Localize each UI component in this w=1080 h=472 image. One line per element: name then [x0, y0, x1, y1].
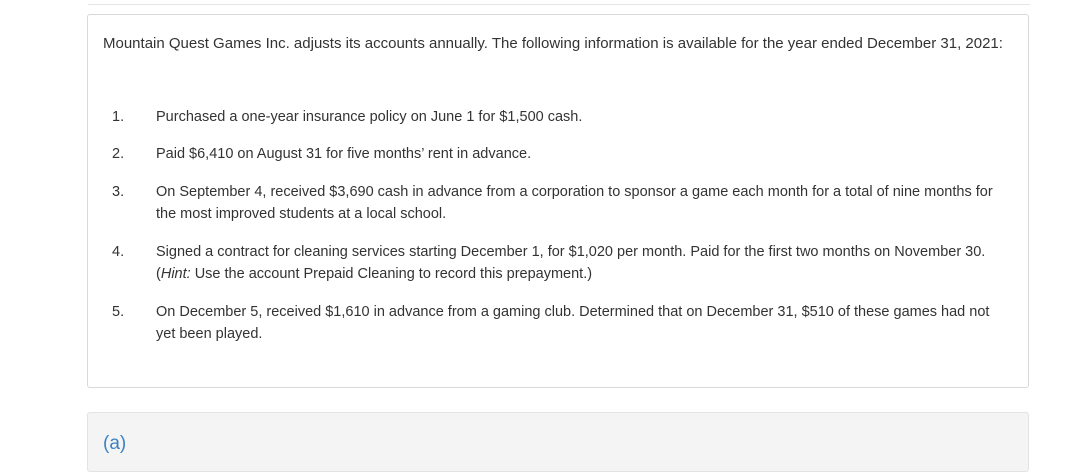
part-label: (a): [103, 433, 127, 454]
item-number: 2.: [112, 146, 125, 162]
item-text: On December 5, received $1,610 in advance from a gaming club. Determined that on December 31, $510 of these games had not yet been played.: [156, 304, 990, 342]
hint-label: Hint:: [160, 266, 191, 282]
item-text: On September 4, received $3,690 cash in advance from a corporation to sponsor a game each month for a total of nine months for the most improved students at a local school.: [156, 184, 993, 222]
item-text: Paid $6,410 on August 31 for five months’ rent in advance.: [156, 146, 532, 162]
item-number: 4.: [112, 244, 125, 260]
problem-intro: Mountain Quest Games Inc. adjusts its accounts annually. The following information is available for the year ended December 31, 2021:: [103, 35, 1003, 52]
item-number: 3.: [112, 184, 125, 200]
problem-statement-card: [87, 14, 1029, 388]
part-a-section: [87, 412, 1029, 472]
item-text-part: Use the account Prepaid Cleaning to record this prepayment.): [190, 266, 593, 282]
item-text: [156, 241, 1006, 285]
top-divider: [88, 4, 1030, 5]
item-text: Purchased a one-year insurance policy on June 1 for $1,500 cash.: [156, 109, 583, 125]
item-number: 1.: [112, 109, 125, 125]
item-text-part: Signed a contract for cleaning services starting December 1, for $1,020 per month. Paid for the first two months on November 30. (: [156, 244, 986, 282]
item-number: 5.: [112, 304, 125, 320]
